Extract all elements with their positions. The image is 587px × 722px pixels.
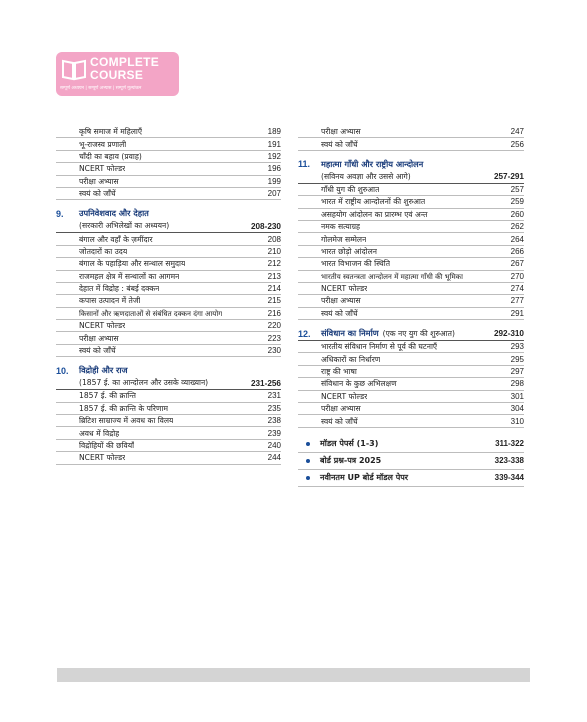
toc-row[interactable]: परीक्षा अभ्यास 223 bbox=[56, 332, 281, 344]
chapter-subtitle: (सरकारी अभिलेखों का अध्ययन) bbox=[79, 221, 170, 231]
toc-section-pre bbox=[56, 126, 281, 200]
toc-row[interactable]: गाँधी युग की शुरुआत 257 bbox=[298, 184, 524, 196]
toc-row[interactable]: असहयोग आंदोलन का प्रारम्भ एवं अन्त 260 bbox=[298, 209, 524, 221]
bullet-icon bbox=[306, 459, 310, 463]
chapter-subtitle: (सविनय अवज्ञा और उससे आगे) bbox=[321, 171, 411, 181]
toc-row[interactable]: NCERT फोल्डर 244 bbox=[56, 452, 281, 464]
chapter-number: 9. bbox=[56, 208, 64, 219]
logo-tagline: सम्पूर्ण अध्ययन | सम्पूर्ण अभ्यास | सम्पूर्ण मूल्यांकन bbox=[60, 86, 142, 91]
toc-row[interactable]: परीक्षा अभ्यास 277 bbox=[298, 295, 524, 307]
chapter-number: 12. bbox=[298, 328, 311, 339]
chapter-10-rows bbox=[56, 390, 281, 464]
logo-line-1: COMPLETE bbox=[90, 55, 160, 69]
book-logo-icon bbox=[61, 57, 87, 81]
chapter-title: विद्रोही और राज bbox=[79, 365, 128, 376]
chapter-number: 10. bbox=[56, 365, 69, 376]
toc-row[interactable]: बंगाल के पहाड़िया और सन्थाल समुदाय 212 bbox=[56, 258, 281, 270]
toc-row[interactable]: NCERT फोल्डर 274 bbox=[298, 283, 524, 295]
bullet-icon bbox=[306, 442, 310, 446]
toc-row[interactable]: स्वयं को जाँचें 310 bbox=[298, 415, 524, 427]
chapter-title: संविधान का निर्माण bbox=[321, 328, 379, 339]
toc-row[interactable]: राजमहल क्षेत्र में सन्थालों का आगमन 213 bbox=[56, 271, 281, 283]
toc-row[interactable]: किसानों और ऋणदाताओं से संबंधित दक्कन दंगा आयोग 216 bbox=[56, 308, 281, 320]
toc-row[interactable]: चाँदी का बहाव (प्रवाह) 192 bbox=[56, 151, 281, 163]
toc-row[interactable]: देहात में विद्रोह : बंबई दक्कन 214 bbox=[56, 283, 281, 295]
list-item[interactable]: मॉडल पेपर्स (1-3) 311-322 bbox=[298, 436, 524, 453]
chapter-subtitle: (एक नए युग की शुरुआत) bbox=[382, 328, 455, 338]
toc-row[interactable]: कृषि समाज में महिलाएँ 189 bbox=[56, 126, 281, 138]
chapter-page-range: 257-291 bbox=[493, 172, 524, 182]
chapter-subtitle-row bbox=[56, 220, 281, 233]
toc-row[interactable]: भारतीय स्वतन्त्रता आन्दोलन में महात्मा गाँधी की भूमिका 270 bbox=[298, 271, 524, 283]
toc-row[interactable]: NCERT फोल्डर 220 bbox=[56, 320, 281, 332]
bullet-icon bbox=[306, 476, 310, 480]
toc-row[interactable]: 1857 ई. की क्रान्ति 231 bbox=[56, 390, 281, 402]
list-item[interactable]: बोर्ड प्रश्न-पत्र 2025 323-338 bbox=[298, 453, 524, 470]
toc-row[interactable]: ब्रिटिश साम्राज्य में अवध का विलय 238 bbox=[56, 415, 281, 427]
chapter-12-rows bbox=[298, 341, 524, 428]
toc-row[interactable]: भारत विभाजन की स्थिति 267 bbox=[298, 258, 524, 270]
brand-logo bbox=[56, 52, 179, 96]
toc-row[interactable]: परीक्षा अभ्यास 247 bbox=[298, 126, 524, 138]
toc-section-pre bbox=[298, 126, 524, 151]
toc-row[interactable]: नमक सत्याग्रह 262 bbox=[298, 221, 524, 233]
toc-row[interactable]: स्वयं को जाँचें 207 bbox=[56, 188, 281, 200]
toc-row[interactable]: कपास उत्पादन में तेजी 215 bbox=[56, 295, 281, 307]
toc-row[interactable]: जोतदारों का उदय 210 bbox=[56, 246, 281, 258]
chapter-subtitle-row bbox=[298, 171, 524, 184]
toc-row[interactable]: स्वयं को जाँचें 230 bbox=[56, 345, 281, 357]
footer-bar bbox=[57, 668, 530, 682]
chapter-page-range: 292-310 bbox=[493, 329, 524, 339]
toc-row[interactable]: अधिकारों का निर्धारण 295 bbox=[298, 353, 524, 365]
chapter-number: 11. bbox=[298, 159, 311, 170]
chapter-heading-10[interactable] bbox=[56, 364, 281, 377]
toc-right-column bbox=[298, 126, 524, 487]
toc-row[interactable]: परीक्षा अभ्यास 304 bbox=[298, 403, 524, 415]
toc-row[interactable]: NCERT फोल्डर 301 bbox=[298, 391, 524, 403]
toc-row[interactable]: विद्रोहियों की छवियाँ 240 bbox=[56, 440, 281, 452]
extra-papers-list bbox=[298, 436, 524, 487]
chapter-subtitle: (1857 ई. का आन्दोलन और उसके व्याख्यान) bbox=[79, 378, 209, 388]
toc-row[interactable]: भारत में राष्ट्रीय आन्दोलनों की शुरुआत 259 bbox=[298, 196, 524, 208]
chapter-title: उपनिवेशवाद और देहात bbox=[79, 208, 149, 219]
toc-row[interactable]: गोलमेज सम्मेलन 264 bbox=[298, 233, 524, 245]
chapter-heading-12[interactable] bbox=[298, 327, 524, 341]
chapter-title: महात्मा गाँधी और राष्ट्रीय आन्दोलन bbox=[321, 158, 424, 169]
toc-row[interactable]: संविधान के कुछ अभिलक्षण 298 bbox=[298, 378, 524, 390]
chapter-page-range: 208-230 bbox=[250, 221, 281, 231]
toc-row[interactable]: राष्ट्र की भाषा 297 bbox=[298, 366, 524, 378]
toc-row[interactable]: 1857 ई. की क्रान्ति के परिणाम 235 bbox=[56, 403, 281, 415]
toc-row[interactable]: भारतीय संविधान निर्माण से पूर्व की घटनाएँ 293 bbox=[298, 341, 524, 353]
chapter-heading-11[interactable] bbox=[298, 158, 524, 171]
toc-row[interactable]: परीक्षा अभ्यास 199 bbox=[56, 176, 281, 188]
toc-row[interactable]: NCERT फोल्डर 196 bbox=[56, 163, 281, 175]
toc-row[interactable]: स्वयं को जाँचें 291 bbox=[298, 308, 524, 320]
chapter-11-rows bbox=[298, 184, 524, 320]
toc-row[interactable]: बंगाल और वहाँ के ज़मींदार 208 bbox=[56, 233, 281, 245]
list-item[interactable]: नवीनतम UP बोर्ड मॉडल पेपर 339-344 bbox=[298, 470, 524, 487]
logo-line-2: COURSE bbox=[90, 68, 144, 82]
toc-row[interactable]: स्वयं को जाँचें 256 bbox=[298, 138, 524, 150]
toc-left-column bbox=[56, 126, 281, 465]
toc-row[interactable]: भू-राजस्व प्रणाली 191 bbox=[56, 138, 281, 150]
toc-row[interactable]: अवध में विद्रोह 239 bbox=[56, 427, 281, 439]
chapter-subtitle-row bbox=[56, 377, 281, 390]
chapter-heading-9[interactable] bbox=[56, 207, 281, 220]
chapter-page-range: 231-256 bbox=[250, 378, 281, 388]
toc-row[interactable]: भारत छोड़ो आंदोलन 266 bbox=[298, 246, 524, 258]
chapter-9-rows bbox=[56, 233, 281, 357]
